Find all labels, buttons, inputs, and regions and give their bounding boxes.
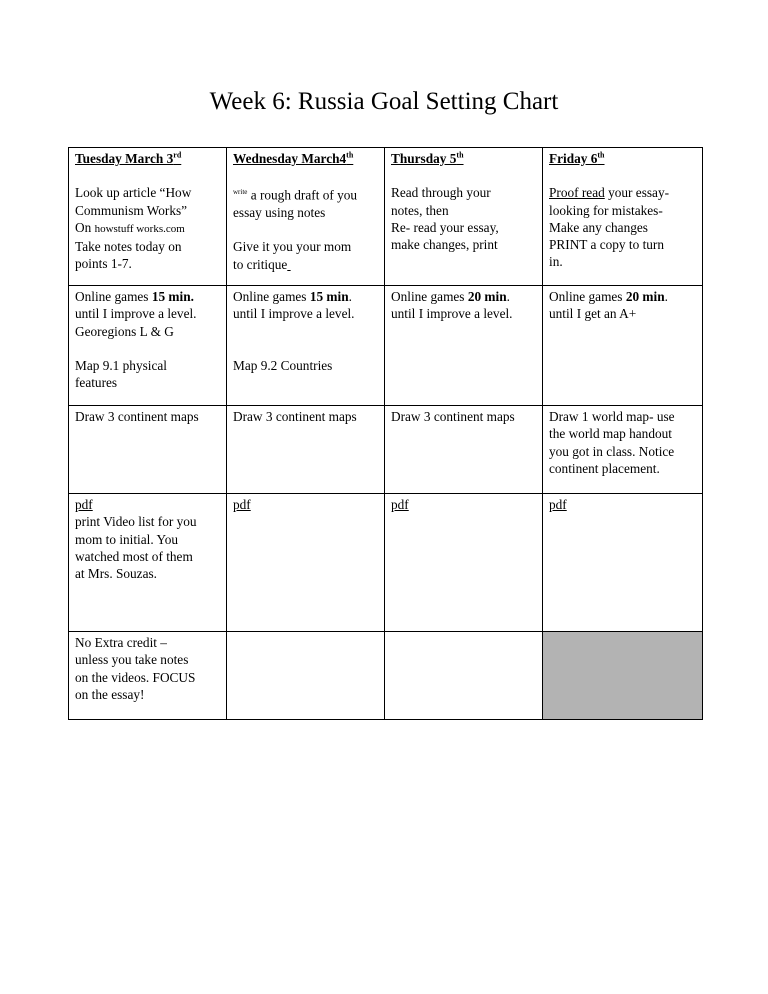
- proof-read-link: Proof read: [549, 185, 605, 201]
- pdf-link[interactable]: pdf: [391, 497, 409, 512]
- header-thursday: Thursday 5th: [391, 150, 464, 166]
- header-wednesday: Wednesday March4th: [233, 150, 354, 166]
- cell-wednesday-extra: [227, 632, 385, 720]
- cell-thursday-day1: Thursday 5th Read through your notes, then Re- read your essay, make changes, print: [385, 148, 543, 286]
- pdf-link[interactable]: pdf: [75, 497, 93, 512]
- cell-tuesday-games: Online games 15 min. until I improve a level. Georegions L & G Map 9.1 physical features: [69, 286, 227, 406]
- cell-tuesday-maps: Draw 3 continent maps: [69, 406, 227, 494]
- table-row: [69, 148, 703, 286]
- cell-friday-videos: [543, 494, 703, 632]
- cell-tuesday-videos: pdf print Video list for you mom to initial. You watched most of them at Mrs. Souzas.: [69, 494, 227, 632]
- page-title: Week 6: Russia Goal Setting Chart: [209, 88, 559, 115]
- cell-tuesday-day1: Tuesday March 3rd Look up article “How Communism Works” On howstuff works.com Take notes today on points 1-7.: [69, 148, 227, 286]
- table-row: [69, 286, 703, 406]
- header-tuesday: Tuesday March 3rd: [75, 150, 182, 166]
- cell-tuesday-extra: No Extra credit – unless you take notes on the videos. FOCUS on the essay!: [69, 632, 227, 720]
- cell-wednesday-day1: Wednesday March4th $^{write}$ a rough draft of you essay using notes Give it you your mom to critique: [227, 148, 385, 286]
- table-row: [69, 494, 703, 632]
- cell-friday-maps: Draw 1 world map- use the world map handout you got in class. Notice continent placement.: [543, 406, 703, 494]
- cell-friday-extra-shaded: [543, 632, 703, 720]
- table-row: [69, 406, 703, 494]
- website-text: howstuff works.com: [94, 222, 185, 235]
- cell-friday-games: Online games 20 min. until I get an A+: [543, 286, 703, 406]
- pdf-link[interactable]: pdf: [233, 497, 251, 512]
- pdf-link[interactable]: pdf: [549, 497, 567, 512]
- cell-thursday-extra: [385, 632, 543, 720]
- cell-thursday-videos: [385, 494, 543, 632]
- cell-wednesday-maps: Draw 3 continent maps: [227, 406, 385, 494]
- cell-wednesday-videos: [227, 494, 385, 632]
- goal-setting-table: [68, 147, 703, 720]
- cell-thursday-maps: Draw 3 continent maps: [385, 406, 543, 494]
- header-friday: Friday 6th: [549, 150, 605, 166]
- cell-wednesday-games: Online games 15 min. until I improve a level. Map 9.2 Countries: [227, 286, 385, 406]
- table-row: [69, 632, 703, 720]
- cell-thursday-games: Online games 20 min. until I improve a level.: [385, 286, 543, 406]
- cell-friday-day1: Friday 6th Proof read your essay- looking for mistakes- Make any changes PRINT a copy to turn in.: [543, 148, 703, 286]
